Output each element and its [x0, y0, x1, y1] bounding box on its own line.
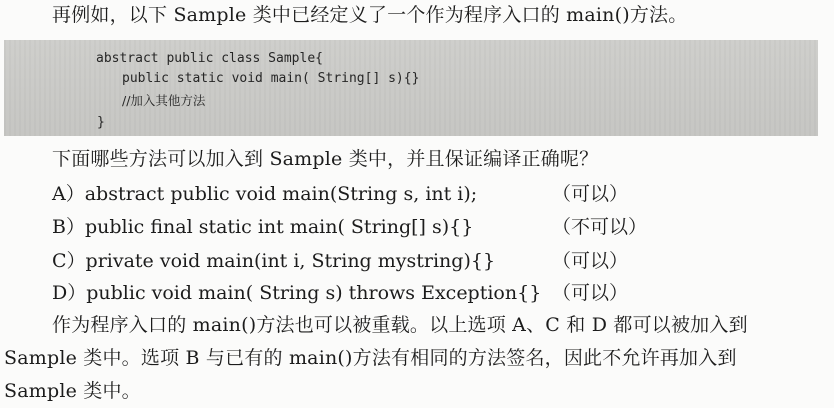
option-d-signature: D）public void main( String s) throws Exception{} [52, 282, 542, 304]
option-d [52, 281, 812, 307]
option-a-verdict: （可以） [552, 183, 629, 205]
code-line-class-declaration: abstract public class Sample{ [96, 51, 323, 66]
option-c-signature: C）private void main(int i, String mystring){} [52, 250, 496, 272]
option-a-signature: A）abstract public void main(String s, int i); [52, 183, 478, 205]
option-b-signature: B）public final static int main( String[] s){} [52, 216, 474, 238]
explanation-line-1: 作为程序入口的 main()方法也可以被重载。以上选项 A、C 和 D 都可以被加入到 [52, 314, 748, 336]
option-c [52, 249, 812, 275]
option-a [52, 182, 812, 208]
option-b [52, 215, 812, 241]
code-line-comment: //加入其他方法 [122, 93, 206, 108]
code-block [4, 40, 818, 136]
option-c-verdict: （可以） [552, 250, 629, 272]
code-line-closing-brace: } [97, 115, 105, 130]
option-b-verdict: （不可以） [552, 216, 648, 238]
question-text: 下面哪些方法可以加入到 Sample 类中，并且保证编译正确呢？ [52, 148, 599, 170]
option-d-verdict: （可以） [552, 282, 629, 304]
explanation-line-3: Sample 类中。 [4, 380, 141, 402]
code-line-main-method: public static void main( String[] s){} [122, 71, 420, 86]
intro-paragraph: 再例如，以下 Sample 类中已经定义了一个作为程序入口的 main()方法。 [52, 4, 688, 26]
explanation-line-2: Sample 类中。选项 B 与已有的 main()方法有相同的方法签名，因此不允许再加入到 [4, 347, 737, 369]
